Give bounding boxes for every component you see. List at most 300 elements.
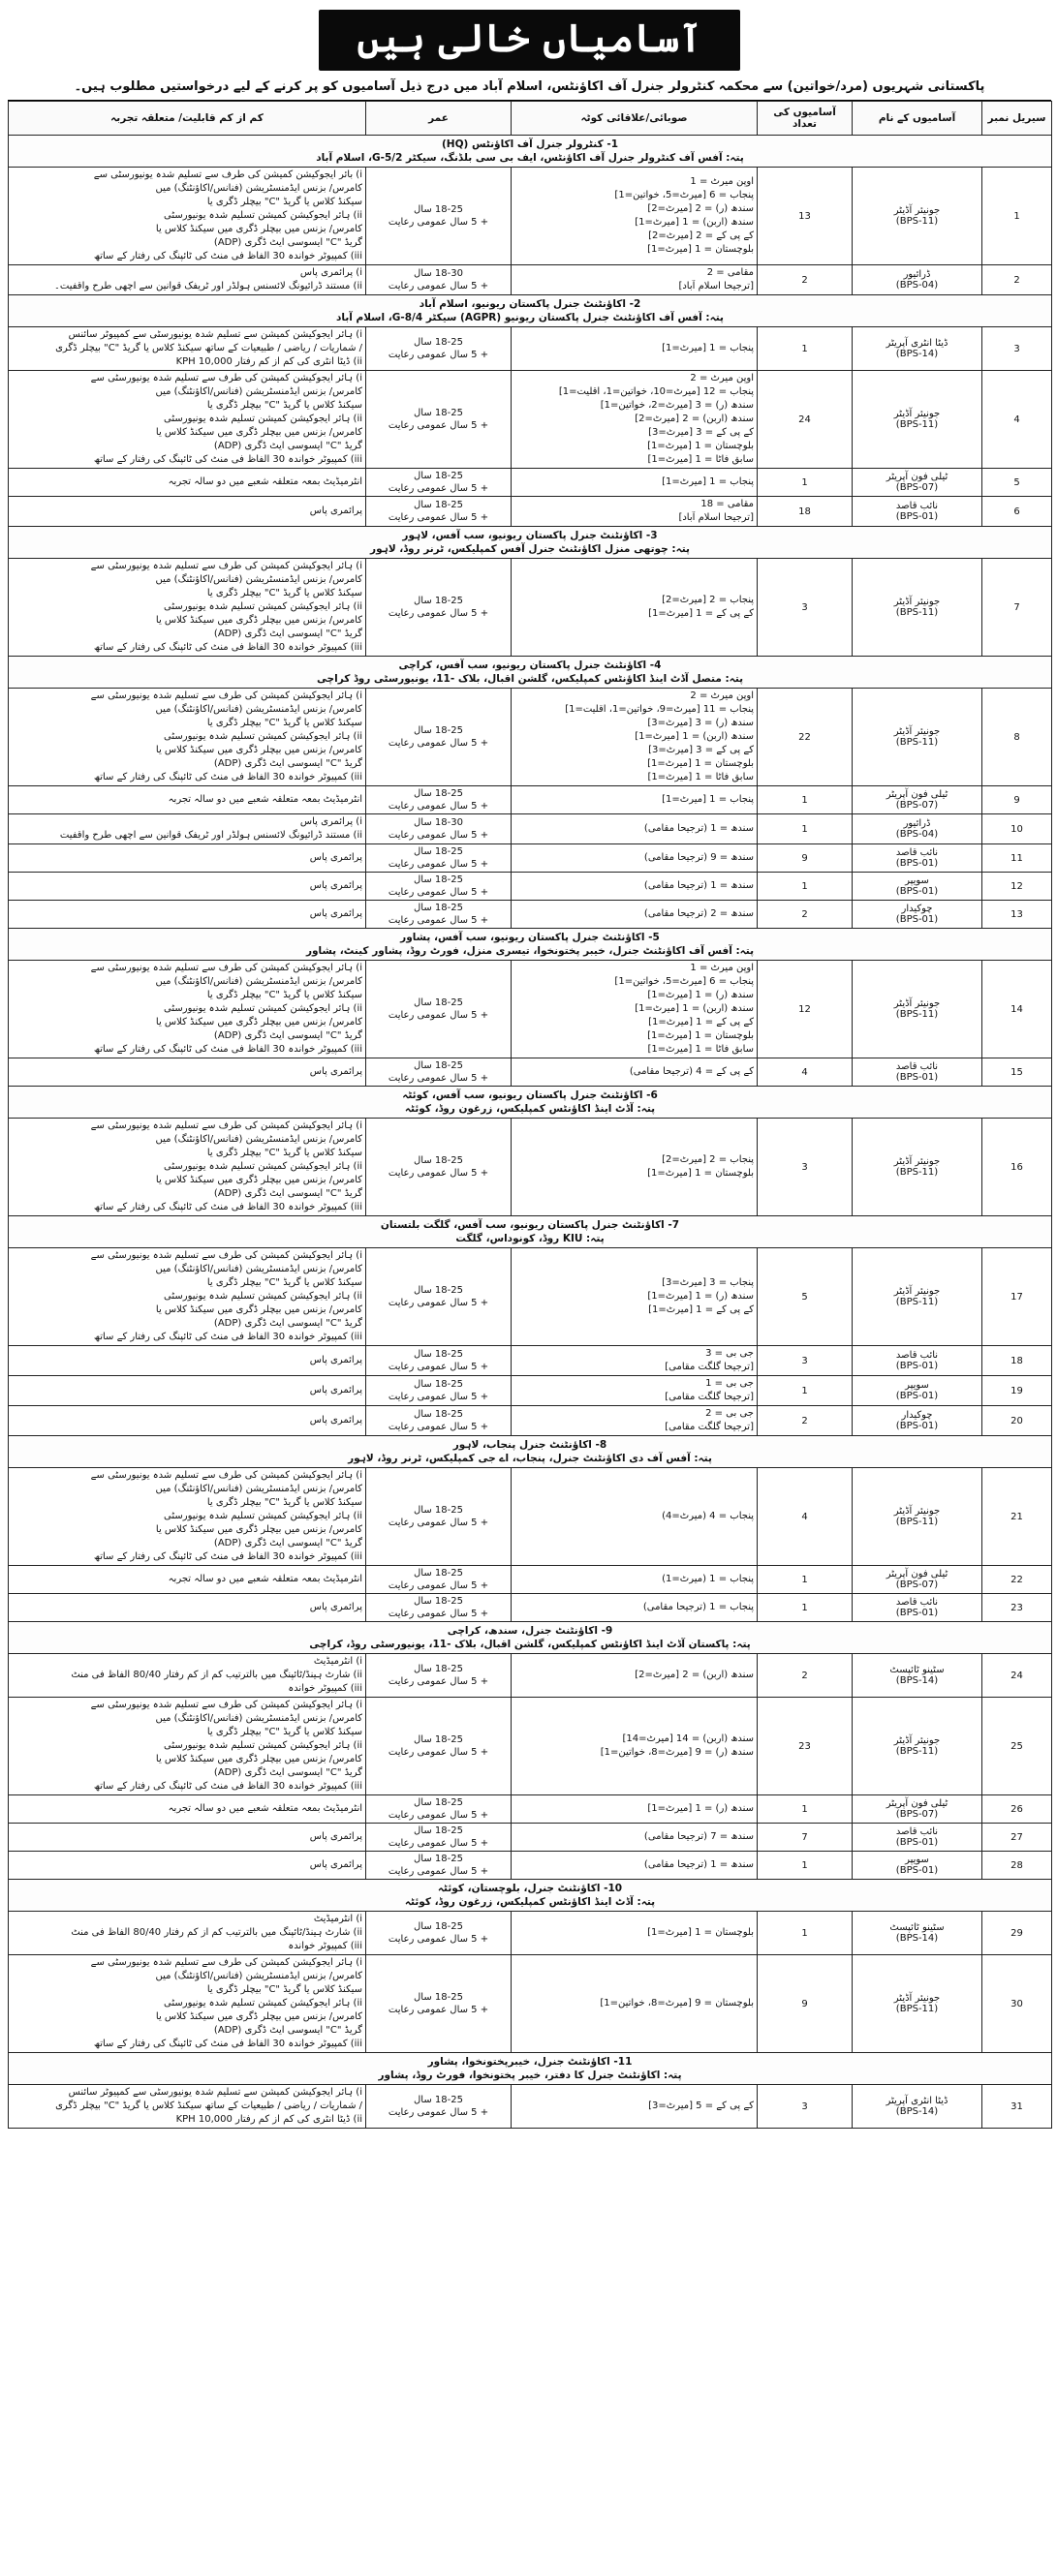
quota-line: بلوچستان = 1 [میرٹ=1]: [647, 758, 754, 769]
post-scale: (BPS-11): [895, 216, 939, 227]
header-age: عمر: [366, 102, 512, 136]
age-cell: [366, 1955, 512, 2053]
serial-cell: 4: [982, 371, 1052, 469]
qualification-line: کامرس/ بزنس ایڈمنسٹریشن (فنانس/اکاؤنٹنگ) میں: [155, 1484, 362, 1494]
age-line: 18-25 سال: [414, 1596, 463, 1607]
quota-line: سندھ (ر) = 1 [میرٹ=1]: [647, 990, 754, 1000]
age-line: + 5 سال عمومی رعایت: [388, 2005, 489, 2015]
qualification-line: iii) کمپیوٹر خواندہ: [288, 1941, 362, 1951]
post-name: جونیئر آڈیٹر: [893, 1735, 941, 1746]
post-name: سویپر: [905, 1855, 929, 1865]
section-header: [9, 1216, 1052, 1248]
post-name: سٹینو ٹائپسٹ: [889, 1665, 945, 1675]
qualification-line: پرائمری پاس: [309, 1415, 362, 1426]
post-name: نائب قاصد: [895, 1061, 939, 1072]
post-cell: [853, 1594, 982, 1622]
quota-line: جی بی = 2: [705, 1408, 754, 1419]
count-cell: 1: [758, 469, 853, 497]
age-line: + 5 سال عمومی رعایت: [388, 420, 489, 431]
post-cell: [853, 371, 982, 469]
age-line: 18-25 سال: [414, 725, 463, 736]
qualification-line: سیکنڈ کلاس یا گریڈ "C" بیچلر ڈگری یا: [206, 1984, 362, 1995]
table-header-row: [9, 102, 1052, 136]
qualification-line: ii) ہائر ایجوکیشن کمیشن تسلیم شدہ یونیورسٹی: [164, 731, 362, 742]
age-cell: [366, 1346, 512, 1376]
age-cell: [366, 1852, 512, 1880]
qualification-line: / شماریات / ریاضی / طبیعیات کے ساتھ سیکنڈ کلاس یا گریڈ "C" بیچلر ڈگری: [55, 2101, 362, 2111]
qualification-line: پرائمری پاس: [309, 852, 362, 863]
qualification-line: سیکنڈ کلاس یا گریڈ "C" بیچلر ڈگری یا: [206, 197, 362, 207]
qualification-line: ii) ہائر ایجوکیشن کمیشن تسلیم شدہ یونیورسٹی: [164, 1511, 362, 1521]
post-name: سویپر: [905, 1380, 929, 1391]
age-line: 18-25 سال: [414, 1734, 463, 1745]
age-cell: [366, 1566, 512, 1594]
qualification-cell: [9, 844, 366, 873]
age-line: 18-30 سال: [414, 817, 463, 828]
count-cell: 24: [758, 371, 853, 469]
post-name: نائب قاصد: [895, 1597, 939, 1608]
section-header-row: [9, 2053, 1052, 2085]
section-header-row: [9, 657, 1052, 689]
age-line: + 5 سال عمومی رعایت: [388, 1362, 489, 1372]
post-name: نائب قاصد: [895, 1350, 939, 1361]
age-line: + 5 سال عمومی رعایت: [388, 1580, 489, 1591]
quota-line: کے پی کے = 1 [میرٹ=1]: [648, 1304, 754, 1315]
qualification-line: گریڈ "C" ایسوسی ایٹ ڈگری (ADP): [213, 441, 362, 451]
qualification-line: انٹرمیڈیٹ بمعہ متعلقہ شعبے میں دو سالہ تجربہ: [168, 1803, 362, 1814]
table-row: [9, 1824, 1052, 1852]
age-line: + 5 سال عمومی رعایت: [388, 738, 489, 749]
post-name: ڈرائیور: [903, 269, 931, 280]
post-name: سویپر: [905, 875, 929, 886]
quota-cell: [512, 1824, 758, 1852]
age-line: + 5 سال عمومی رعایت: [388, 350, 489, 360]
quota-cell: [512, 786, 758, 814]
post-scale: (BPS-14): [895, 1675, 939, 1686]
age-line: + 5 سال عمومی رعایت: [388, 1298, 489, 1308]
age-cell: [366, 168, 512, 265]
count-cell: 1: [758, 1594, 853, 1622]
serial-cell: 2: [982, 265, 1052, 295]
qualification-line: ii) ہائر ایجوکیشن کمیشن تسلیم شدہ یونیورسٹی: [164, 1161, 362, 1172]
age-line: + 5 سال عمومی رعایت: [388, 1676, 489, 1687]
qualification-line: iii) کمپیوٹر خواندہ 30 الفاظ فی منٹ کی ٹائپنگ کی رفتار کے ساتھ: [93, 772, 362, 782]
quota-line: پنجاب = 1 [میرٹ=1]: [662, 343, 754, 353]
qualification-line: کامرس/ بزنس ایڈمنسٹریشن (فنانس/اکاؤنٹنگ) میں: [155, 976, 362, 987]
age-line: + 5 سال عمومی رعایت: [388, 1010, 489, 1021]
table-row: [9, 1654, 1052, 1698]
quota-cell: [512, 1058, 758, 1087]
qualification-line: کامرس/ بزنس ایڈمنسٹریشن (فنانس/اکاؤنٹنگ) میں: [155, 1971, 362, 1981]
post-scale: (BPS-11): [895, 1517, 939, 1527]
age-line: 18-25 سال: [414, 903, 463, 913]
age-line: + 5 سال عمومی رعایت: [388, 1866, 489, 1877]
serial-cell: 18: [982, 1346, 1052, 1376]
post-scale: (BPS-01): [895, 886, 939, 897]
section-header-row: [9, 1087, 1052, 1119]
age-cell: [366, 786, 512, 814]
quota-cell: [512, 844, 758, 873]
qualification-line: ii) ہائر ایجوکیشن کمیشن تسلیم شدہ یونیورسٹی: [164, 1291, 362, 1302]
table-row: [9, 1566, 1052, 1594]
section-header-line: 9- اکاؤنٹنٹ جنرل، سندھ، کراچی: [447, 1625, 613, 1637]
table-row: [9, 844, 1052, 873]
post-cell: [853, 469, 982, 497]
section-header-line: 6- اکاؤنٹنٹ جنرل پاکستان ریونیو، سب آفس، کوئٹہ: [402, 1089, 658, 1101]
count-cell: 5: [758, 1248, 853, 1346]
age-line: + 5 سال عمومی رعایت: [388, 1609, 489, 1619]
post-name: نائب قاصد: [895, 847, 939, 858]
age-line: + 5 سال عمومی رعایت: [388, 1422, 489, 1432]
age-line: 18-25 سال: [414, 1992, 463, 2003]
qualification-line: iii) کمپیوٹر خواندہ 30 الفاظ فی منٹ کی ٹائپنگ کی رفتار کے ساتھ: [93, 1202, 362, 1212]
qualification-line: i) ہائر ایجوکیشن کمیشن کی طرف سے تسلیم شدہ یونیورسٹی سے: [90, 561, 362, 571]
age-line: 18-25 سال: [414, 1060, 463, 1071]
quota-cell: [512, 1912, 758, 1955]
post-cell: [853, 786, 982, 814]
table-body: [9, 136, 1052, 2129]
qualification-line: ii) شارٹ ہینڈ/ٹائپنگ میں بالترتیب کم از کم رفتار 80/40 الفاظ فی منٹ: [71, 1927, 362, 1938]
quota-cell: [512, 1852, 758, 1880]
qualification-line: iii) کمپیوٹر خواندہ 30 الفاظ فی منٹ کی ٹائپنگ کی رفتار کے ساتھ: [93, 251, 362, 261]
post-cell: [853, 1852, 982, 1880]
quota-cell: [512, 1594, 758, 1622]
section-header-row: [9, 1880, 1052, 1912]
quota-line: جی بی = 3: [705, 1348, 754, 1359]
qualification-line: ii) شارٹ ہینڈ/ٹائپنگ میں بالترتیب کم از کم رفتار 80/40 الفاظ فی منٹ: [71, 1670, 362, 1680]
age-line: 18-25 سال: [414, 408, 463, 418]
section-header-line: 10- اکاؤنٹنٹ جنرل، بلوچستان، کوئٹہ: [437, 1883, 623, 1894]
qualification-cell: [9, 1468, 366, 1566]
table-row: [9, 469, 1052, 497]
age-cell: [366, 1654, 512, 1698]
qualification-line: انٹرمیڈیٹ بمعہ متعلقہ شعبے میں دو سالہ تجربہ: [168, 1574, 362, 1584]
section-header-row: [9, 1436, 1052, 1468]
qualification-line: i) ہائر ایجوکیشن کمیشن کی طرف سے تسلیم شدہ یونیورسٹی سے: [90, 1470, 362, 1481]
quota-cell: [512, 497, 758, 527]
post-cell: [853, 1698, 982, 1795]
qualification-line: i) ہائر ایجوکیشن کمیشن کی طرف سے تسلیم شدہ یونیورسٹی سے: [90, 1700, 362, 1710]
post-name: جونیئر آڈیٹر: [893, 1156, 941, 1167]
quota-line: [ترجیحا گلگت مقامی]: [665, 1362, 754, 1372]
serial-cell: 22: [982, 1566, 1052, 1594]
quota-line: سندھ (ر) = 3 [میرٹ=3]: [647, 718, 754, 728]
age-cell: [366, 873, 512, 901]
post-name: ٹیلی فون آپریٹر: [886, 472, 948, 482]
post-cell: [853, 1376, 982, 1406]
post-scale: (BPS-11): [895, 1746, 939, 1757]
quota-line: [ترجیحا گلگت مقامی]: [665, 1392, 754, 1402]
quota-line: بلوچستان = 1 [میرٹ=1]: [647, 441, 754, 451]
post-scale: (BPS-14): [895, 349, 939, 359]
post-cell: [853, 1795, 982, 1824]
qualification-line: iii) کمپیوٹر خواندہ 30 الفاظ فی منٹ کی ٹائپنگ کی رفتار کے ساتھ: [93, 454, 362, 465]
section-header-row: [9, 1216, 1052, 1248]
age-cell: [366, 2085, 512, 2129]
banner: [8, 8, 1051, 72]
age-line: 18-25 سال: [414, 2095, 463, 2105]
quota-line: سندھ (اربن) = 1 [میرٹ=1]: [635, 1003, 754, 1014]
table-row: [9, 689, 1052, 786]
quota-line: کے پی کے = 5 [میرٹ=3]: [648, 2101, 754, 2111]
table-row: [9, 1376, 1052, 1406]
post-cell: [853, 1955, 982, 2053]
age-line: + 5 سال عمومی رعایت: [388, 859, 489, 870]
qualification-cell: [9, 1376, 366, 1406]
qualification-cell: [9, 1912, 366, 1955]
count-cell: 2: [758, 265, 853, 295]
age-line: + 5 سال عمومی رعایت: [388, 608, 489, 619]
age-cell: [366, 689, 512, 786]
quota-line: سندھ (اربن) = 2 [میرٹ=2]: [635, 414, 754, 424]
post-scale: (BPS-11): [895, 419, 939, 430]
quota-cell: [512, 1654, 758, 1698]
qualification-line: کامرس/ بزنس میں بیچلر ڈگری میں سیکنڈ کلاس یا: [155, 615, 362, 626]
count-cell: 1: [758, 873, 853, 901]
age-line: 18-25 سال: [414, 997, 463, 1008]
qualification-line: گریڈ "C" ایسوسی ایٹ ڈگری (ADP): [213, 1030, 362, 1041]
quota-line: مقامی = 2: [706, 267, 754, 278]
qualification-line: i) ہائر ایجوکیشن کمیشن کی طرف سے تسلیم شدہ یونیورسٹی سے: [90, 373, 362, 383]
qualification-line: i) ہائر ایجوکیشن کمیشن کی طرف سے تسلیم شدہ یونیورسٹی سے: [90, 690, 362, 701]
quota-line: سندھ (اربن) = 1 [میرٹ=1]: [635, 217, 754, 228]
age-line: 18-25 سال: [414, 596, 463, 606]
age-line: + 5 سال عمومی رعایت: [388, 1073, 489, 1084]
qualification-line: سیکنڈ کلاس یا گریڈ "C" بیچلر ڈگری یا: [206, 1277, 362, 1288]
serial-cell: 13: [982, 901, 1052, 929]
serial-cell: 26: [982, 1795, 1052, 1824]
count-cell: 22: [758, 689, 853, 786]
section-header-line: 8- اکاؤنٹنٹ جنرل پنجاب، لاہور: [452, 1439, 607, 1451]
post-cell: [853, 1058, 982, 1087]
qualification-line: i) ہائر ایجوکیشن کمیشن سے تسلیم شدہ یونیورسٹی سے کمپیوٹر سائنس: [68, 2087, 362, 2098]
serial-cell: 19: [982, 1376, 1052, 1406]
qualification-line: ii) ہائر ایجوکیشن کمیشن تسلیم شدہ یونیورسٹی: [164, 210, 362, 221]
age-cell: [366, 1912, 512, 1955]
intro-text: پاکستانی شہریوں (مرد/خواتین) سے محکمہ کنٹرولر جنرل آف اکاؤنٹس، اسلام آباد میں درج ذیل آسامیوں کو پر کرنے کے لیے درخواستیں مطلوب ہیں۔: [8, 72, 1051, 101]
quota-cell: [512, 168, 758, 265]
post-scale: (BPS-01): [895, 1608, 939, 1618]
post-cell: [853, 1468, 982, 1566]
post-name: جونیئر آڈیٹر: [893, 1286, 941, 1297]
quota-line: کے پی کے = 2 [میرٹ=2]: [648, 230, 754, 241]
post-scale: (BPS-14): [895, 1933, 939, 1944]
post-scale: (BPS-01): [895, 1072, 939, 1083]
qualification-line: i) ہائر ایجوکیشن کمیشن سے تسلیم شدہ یونیورسٹی سے کمپیوٹر سائنس: [68, 329, 362, 340]
age-line: 18-25 سال: [414, 1854, 463, 1864]
post-scale: (BPS-11): [895, 607, 939, 618]
quota-line: سندھ (ر) = 1 [میرٹ=1]: [647, 1291, 754, 1302]
age-line: + 5 سال عمومی رعایت: [388, 483, 489, 494]
age-cell: [366, 497, 512, 527]
table-row: [9, 1468, 1052, 1566]
post-scale: (BPS-11): [895, 737, 939, 748]
age-line: 18-25 سال: [414, 1797, 463, 1808]
section-header: [9, 295, 1052, 327]
table-row: [9, 961, 1052, 1058]
qualification-line: i) بائر ایجوکیشن کمیشن کی طرف سے تسلیم شدہ یونیورسٹی سے: [93, 169, 362, 180]
qualification-line: ii) ہائر ایجوکیشن کمیشن تسلیم شدہ یونیورسٹی: [164, 414, 362, 424]
section-header-line: 7- اکاؤنٹنٹ جنرل پاکستان ریونیو، سب آفس، گلگت بلتستان: [380, 1219, 680, 1231]
qualification-line: سیکنڈ کلاس یا گریڈ "C" بیچلر ڈگری یا: [206, 1497, 362, 1508]
table-row: [9, 1346, 1052, 1376]
qualification-line: کامرس/ بزنس میں بیچلر ڈگری میں سیکنڈ کلاس یا: [155, 1017, 362, 1027]
post-name: ڈرائیور: [903, 818, 931, 829]
quota-line: پنجاب = 2 [میرٹ=2]: [662, 1154, 754, 1165]
quota-line: سندھ (ر) = 1 [میرٹ=1]: [647, 1803, 754, 1814]
qualification-line: کامرس/ بزنس میں بیچلر ڈگری میں سیکنڈ کلاس یا: [155, 1304, 362, 1315]
post-cell: [853, 2085, 982, 2129]
count-cell: 9: [758, 844, 853, 873]
post-name: چوکیدار: [901, 904, 933, 914]
quota-line: پنجاب = 1 [میرٹ=1]: [662, 794, 754, 805]
quota-line: سندھ = 9 (ترجیحا مقامی): [643, 852, 754, 863]
section-header-line: 1- کنٹرولر جنرل آف اکاؤنٹس (HQ): [441, 138, 619, 150]
quota-line: کے پی کے = 3 [میرٹ=3]: [648, 427, 754, 438]
serial-cell: 30: [982, 1955, 1052, 2053]
section-header: [9, 1880, 1052, 1912]
post-cell: [853, 814, 982, 844]
quota-cell: [512, 265, 758, 295]
qualification-line: سیکنڈ کلاس یا گریڈ "C" بیچلر ڈگری یا: [206, 990, 362, 1000]
quota-line: سندھ = 2 (ترجیحا مقامی): [643, 908, 754, 919]
age-cell: [366, 469, 512, 497]
header-post: آسامیوں کے نام: [853, 102, 982, 136]
post-name: ٹیلی فون آپریٹر: [886, 1798, 948, 1809]
quota-cell: [512, 1376, 758, 1406]
quota-line: پنجاب = 6 [میرٹ=5، خواتین=1]: [614, 976, 754, 987]
quota-cell: [512, 1248, 758, 1346]
qualification-line: ii) ڈیٹا انٹری کی کم از کم رفتار KPH 10,000: [175, 356, 362, 367]
qualification-line: iii) کمپیوٹر خواندہ 30 الفاظ فی منٹ کی ٹائپنگ کی رفتار کے ساتھ: [93, 1332, 362, 1342]
post-cell: [853, 844, 982, 873]
age-line: 18-25 سال: [414, 1505, 463, 1516]
count-cell: 1: [758, 1795, 853, 1824]
age-line: + 5 سال عمومی رعایت: [388, 1518, 489, 1528]
count-cell: 1: [758, 1912, 853, 1955]
qualification-line: کامرس/ بزنس ایڈمنسٹریشن (فنانس/اکاؤنٹنگ) میں: [155, 1134, 362, 1145]
serial-cell: 20: [982, 1406, 1052, 1436]
quota-cell: [512, 1698, 758, 1795]
age-line: + 5 سال عمومی رعایت: [388, 1168, 489, 1179]
section-header-line: 3- اکاؤنٹنٹ جنرل پاکستان ریونیو، سب آفس، لاہور: [402, 530, 658, 541]
vacancy-table: [8, 101, 1052, 2129]
table-row: [9, 1852, 1052, 1880]
section-header-line: 11- اکاؤنٹنٹ جنرل، خیبرپختونخوا، پشاور: [427, 2056, 633, 2068]
serial-cell: 24: [982, 1654, 1052, 1698]
count-cell: 7: [758, 1824, 853, 1852]
post-name: چوکیدار: [901, 1410, 933, 1421]
header-count: آسامیوں کی تعداد: [758, 102, 853, 136]
qualification-line: گریڈ "C" ایسوسی ایٹ ڈگری (ADP): [213, 1318, 362, 1329]
count-cell: 23: [758, 1698, 853, 1795]
age-cell: [366, 814, 512, 844]
qualification-line: کامرس/ بزنس ایڈمنسٹریشن (فنانس/اکاؤنٹنگ) میں: [155, 183, 362, 194]
quota-line: مقامی = 18: [700, 499, 754, 509]
serial-cell: 21: [982, 1468, 1052, 1566]
post-cell: [853, 1248, 982, 1346]
quota-cell: [512, 1955, 758, 2053]
quota-line: [ترجیحا اسلام آباد]: [678, 281, 754, 291]
post-cell: [853, 1346, 982, 1376]
serial-cell: 11: [982, 844, 1052, 873]
quota-line: کے پی کے = 1 [میرٹ=1]: [648, 1017, 754, 1027]
qualification-line: i) ہائر ایجوکیشن کمیشن کی طرف سے تسلیم شدہ یونیورسٹی سے: [90, 1250, 362, 1261]
qualification-cell: [9, 689, 366, 786]
qualification-line: iii) کمپیوٹر خواندہ 30 الفاظ فی منٹ کی ٹائپنگ کی رفتار کے ساتھ: [93, 2039, 362, 2049]
serial-cell: 5: [982, 469, 1052, 497]
post-cell: [853, 559, 982, 657]
qualification-cell: [9, 1058, 366, 1087]
section-header-line: پتہ: اکاؤنٹنٹ جنرل کا دفتر، خیبر پختونخوا، فورٹ روڈ، پشاور: [378, 2070, 682, 2081]
qualification-line: گریڈ "C" ایسوسی ایٹ ڈگری (ADP): [213, 237, 362, 248]
age-line: 18-25 سال: [414, 846, 463, 857]
quota-line: پنجاب = 2 [میرٹ=2]: [662, 595, 754, 605]
age-line: 18-25 سال: [414, 204, 463, 215]
post-name: سٹینو ٹائپسٹ: [889, 1922, 945, 1933]
quota-line: سابق فاٹا = 1 [میرٹ=1]: [647, 772, 754, 782]
table-row: [9, 497, 1052, 527]
qualification-line: سیکنڈ کلاس یا گریڈ "C" بیچلر ڈگری یا: [206, 400, 362, 411]
qualification-line: iii) کمپیوٹر خواندہ 30 الفاظ فی منٹ کی ٹائپنگ کی رفتار کے ساتھ: [93, 1044, 362, 1055]
quota-line: پنجاب = 4 (میرٹ=4): [662, 1511, 754, 1521]
serial-cell: 1: [982, 168, 1052, 265]
quota-line: سندھ (اربن) = 1 [میرٹ=1]: [635, 731, 754, 742]
serial-cell: 8: [982, 689, 1052, 786]
age-line: 18-25 سال: [414, 337, 463, 348]
qualification-line: سیکنڈ کلاس یا گریڈ "C" بیچلر ڈگری یا: [206, 588, 362, 598]
table-row: [9, 1058, 1052, 1087]
serial-cell: 17: [982, 1248, 1052, 1346]
section-header: [9, 2053, 1052, 2085]
qualification-line: iii) کمپیوٹر خواندہ: [288, 1683, 362, 1694]
table-row: [9, 1248, 1052, 1346]
age-line: 18-25 سال: [414, 471, 463, 481]
age-line: + 5 سال عمومی رعایت: [388, 217, 489, 228]
table-row: [9, 1119, 1052, 1216]
post-name: جونیئر آڈیٹر: [893, 1506, 941, 1517]
count-cell: 3: [758, 1119, 853, 1216]
serial-cell: 28: [982, 1852, 1052, 1880]
quota-cell: [512, 371, 758, 469]
quota-line: سندھ = 1 (ترجیحا مقامی): [643, 823, 754, 834]
table-row: [9, 1698, 1052, 1795]
qualification-cell: [9, 1594, 366, 1622]
post-cell: [853, 1566, 982, 1594]
age-line: 18-30 سال: [414, 268, 463, 279]
section-header-line: پتہ: آفس آف دی اکاؤنٹنٹ جنرل، پنجاب، اے جی کمپلیکس، ٹرنر روڈ، لاہور: [348, 1453, 712, 1464]
qualification-line: کامرس/ بزنس میں بیچلر ڈگری میں سیکنڈ کلاس یا: [155, 427, 362, 438]
section-header-line: پتہ: متصل آڈٹ اینڈ اکاؤنٹس کمپلیکس، گلشن اقبال، بلاک -11، یونیورسٹی روڈ کراچی: [316, 673, 744, 685]
quota-line: سندھ (ر) = 3 [میرٹ=2، خواتین=1]: [600, 400, 754, 411]
qualification-line: i) انٹرمیڈیٹ: [313, 1656, 362, 1667]
quota-cell: [512, 873, 758, 901]
qualification-cell: [9, 1406, 366, 1436]
qualification-line: پرائمری پاس: [309, 1385, 362, 1395]
post-scale: (BPS-07): [895, 1579, 939, 1590]
serial-cell: 14: [982, 961, 1052, 1058]
qualification-line: کامرس/ بزنس ایڈمنسٹریشن (فنانس/اکاؤنٹنگ) میں: [155, 704, 362, 715]
section-header: [9, 1622, 1052, 1654]
quota-line: بلوچستان = 1 [میرٹ=1]: [647, 244, 754, 255]
qualification-line: کامرس/ بزنس میں بیچلر ڈگری میں سیکنڈ کلاس یا: [155, 224, 362, 234]
qualification-line: ii) مستند ڈرائیونگ لائسنس ہولڈر اور ٹریفک قوانین سے اچھی طرح واقفیت۔: [54, 281, 362, 291]
age-line: + 5 سال عمومی رعایت: [388, 1838, 489, 1849]
section-header-line: 4- اکاؤنٹنٹ جنرل پاکستان ریونیو، سب آفس، کراچی: [398, 659, 662, 671]
section-header-line: 2- اکاؤنٹنٹ جنرل پاکستان ریونیو، اسلام آباد: [419, 298, 641, 310]
post-scale: (BPS-11): [895, 1009, 939, 1020]
quota-cell: [512, 1566, 758, 1594]
